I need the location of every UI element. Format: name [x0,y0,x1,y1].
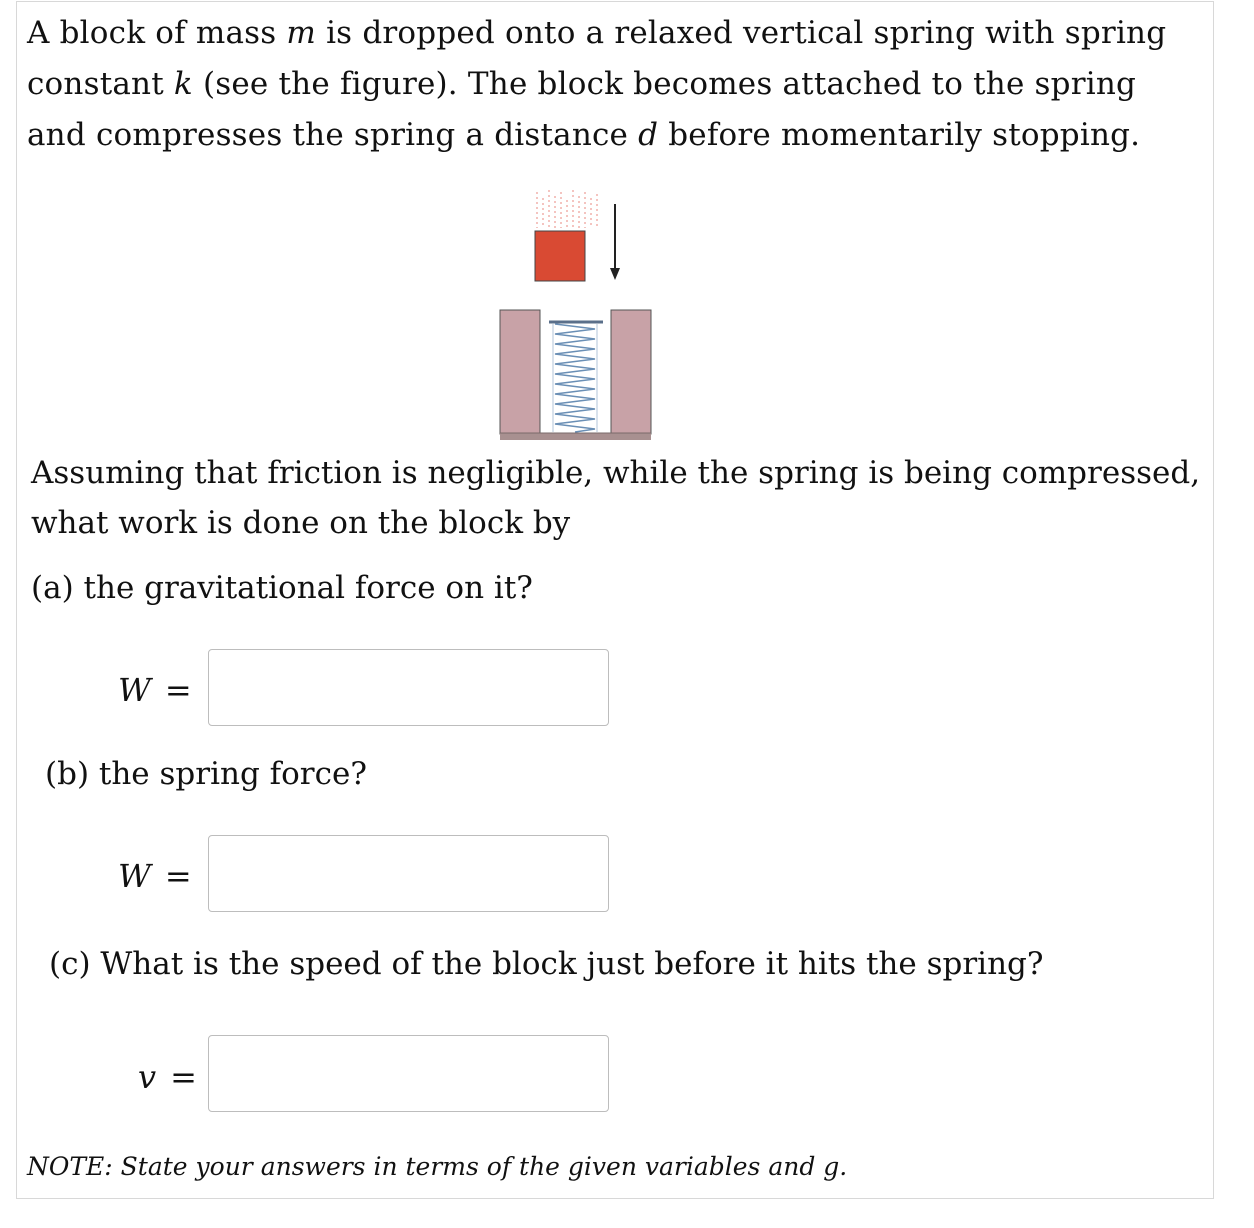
answer-a-input[interactable] [208,649,609,726]
part-c-label [138,1058,197,1096]
part-a-prompt: (a) the gravitational force on it? [31,570,533,606]
part-c-equals: = [170,1058,197,1096]
motion-streaks [537,190,597,228]
question-stem: Assuming that friction is negligible, while the spring is being compressed, what work is done on the block by [31,455,1201,541]
block-spring-figure [483,188,655,444]
part-b-equals: = [164,857,192,895]
note-text: NOTE: State your answers in terms of the given variables and g. [27,1152,848,1181]
problem-statement [27,8,1197,161]
var-m: m [286,15,317,51]
problem-card [16,1,1214,1199]
answer-c-input[interactable] [208,1035,609,1112]
part-b-label [118,857,192,895]
part-b-prompt: (b) the spring force? [45,756,367,792]
part-a-label [118,671,192,709]
answer-b-input[interactable] [208,835,609,912]
part-c-prompt: (c) What is the speed of the block just before it hits the spring? [49,946,1044,982]
part-a-equals: = [164,671,192,709]
spring-coil [555,324,595,432]
falling-block [535,231,585,281]
var-d: d [638,117,659,153]
part-b-var: W [118,857,151,895]
part-a-var: W [118,671,151,709]
var-k: k [173,66,193,102]
intro-text-1: A block of mass [27,15,287,51]
ground [500,433,651,440]
down-arrow-icon [610,204,620,280]
right-wall [611,310,651,434]
intro-text-4: before momentarily stopping. [658,117,1141,153]
intro-text-2: is dropped onto a relaxed vertical spring with spring constant [27,15,1167,102]
intro-text-3: (see the figure). The block becomes attached to the spring and compresses the spring a distance [27,66,1137,153]
part-c-var: v [138,1058,157,1096]
left-wall [500,310,540,434]
